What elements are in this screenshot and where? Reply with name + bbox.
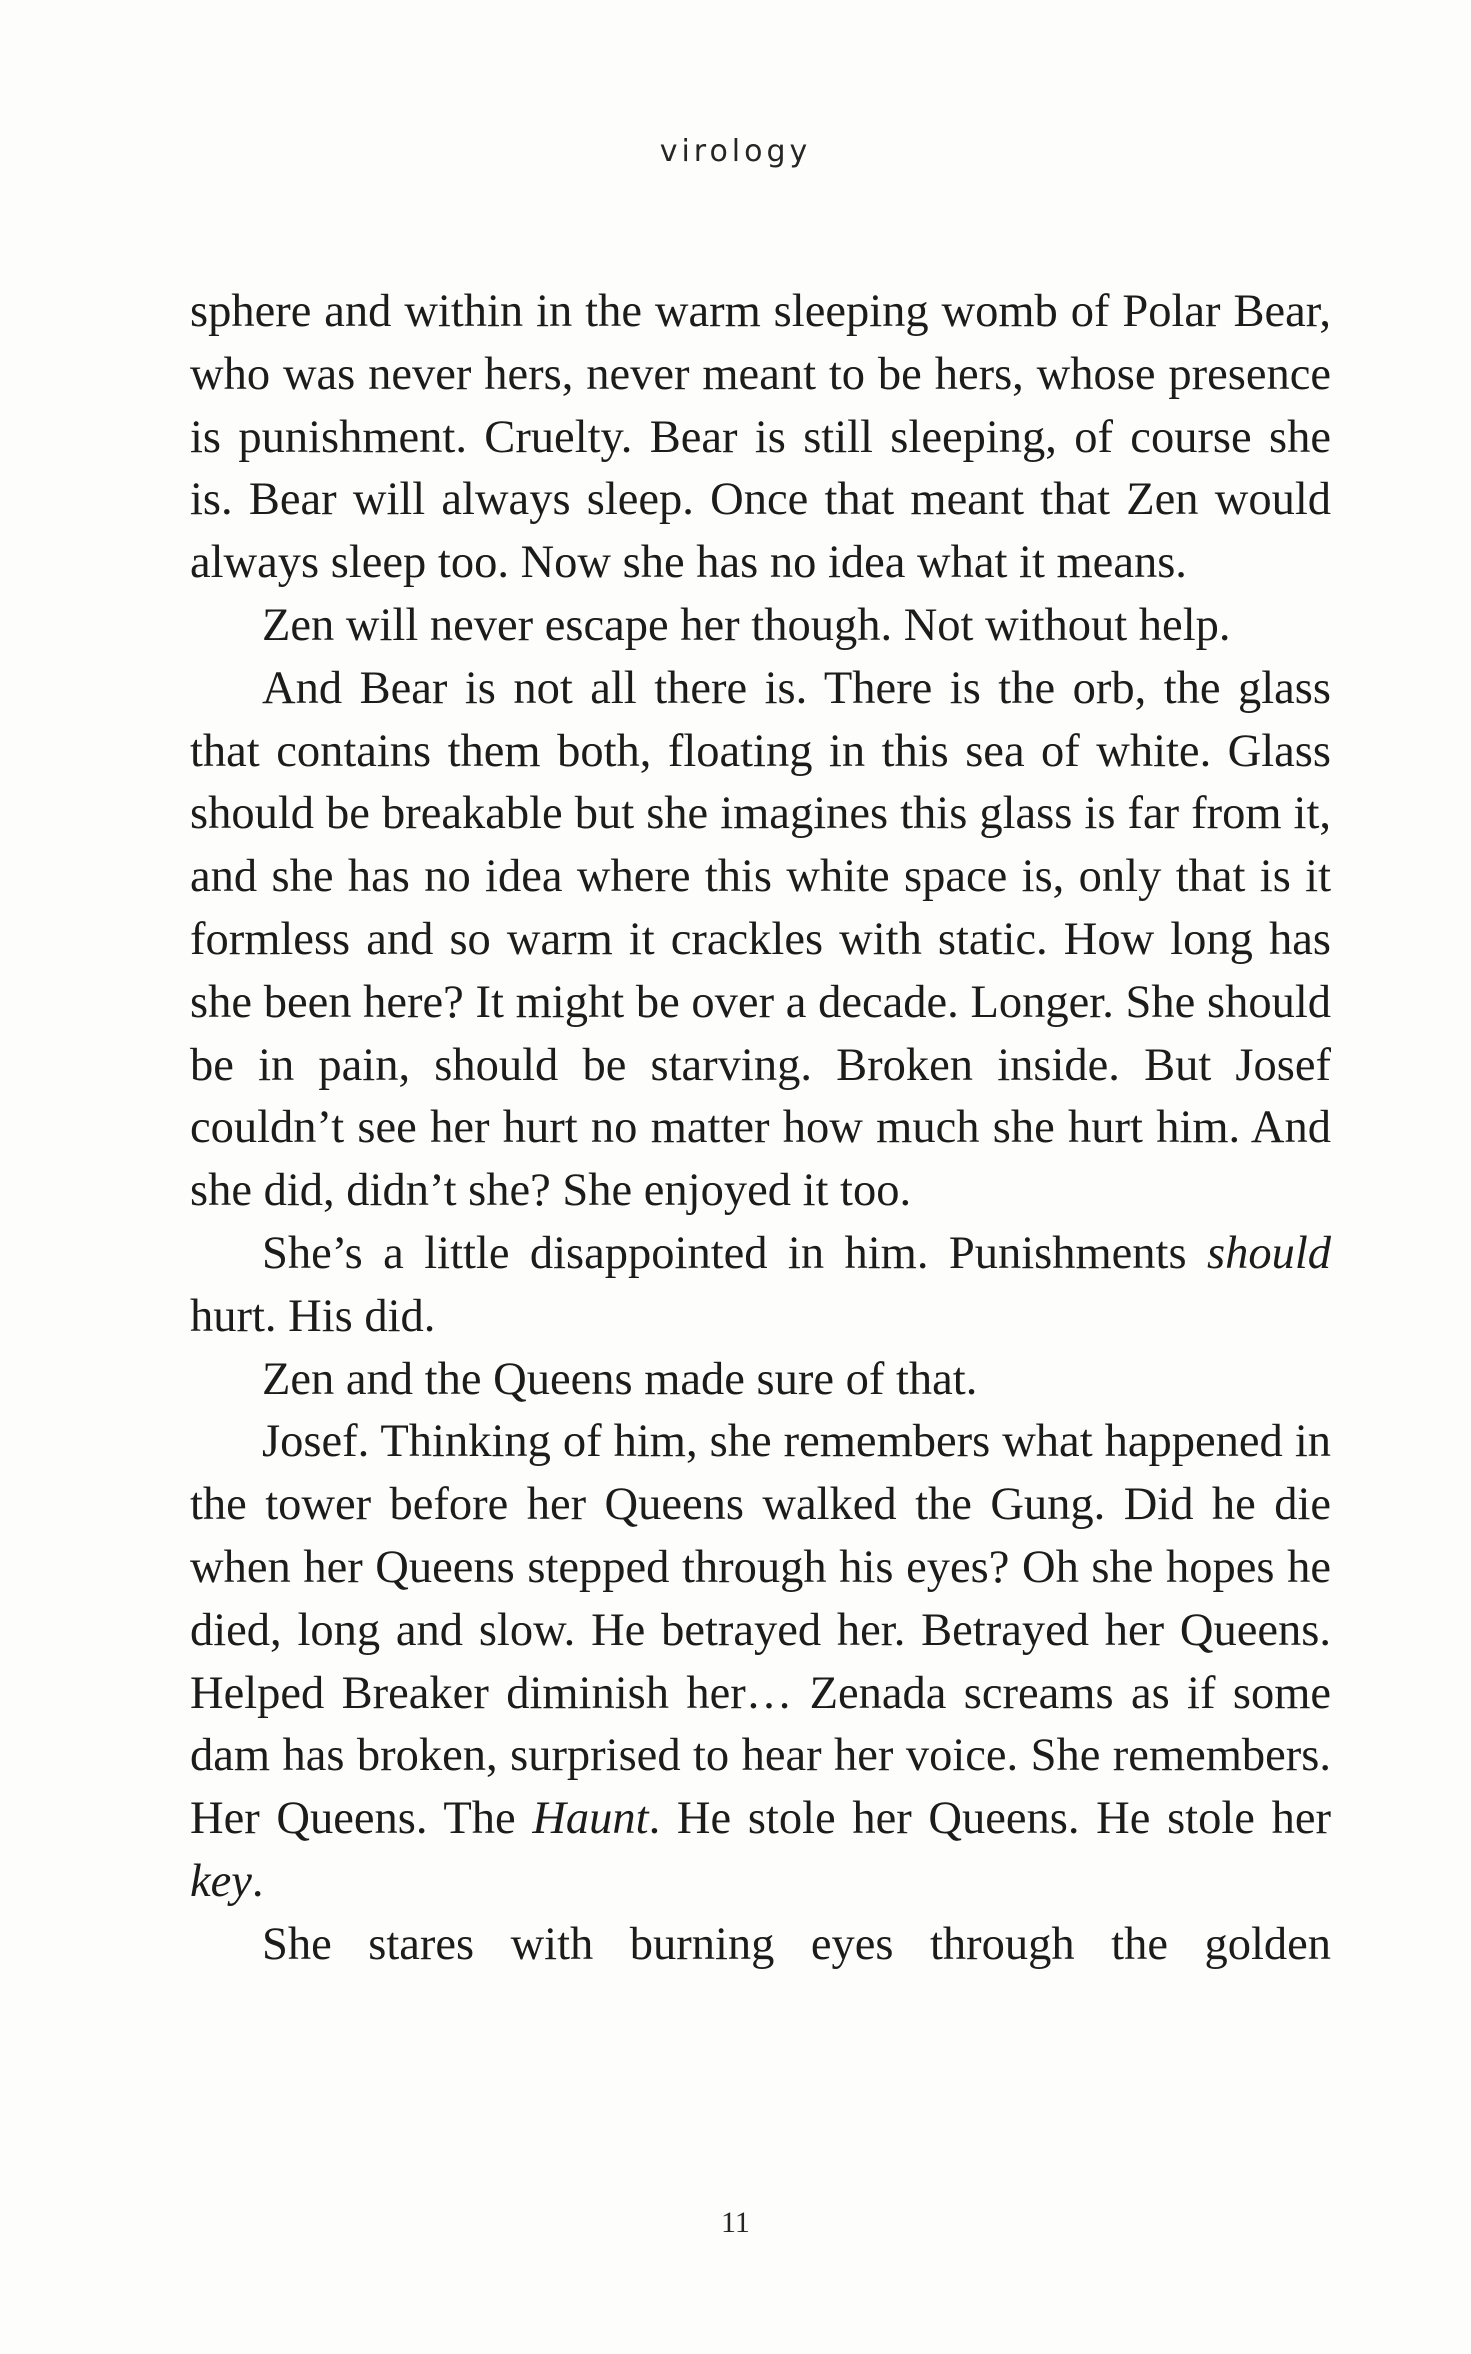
- paragraph-1-text: sphere and within in the warm sleeping womb of Polar Bear, who was never hers, never meant to be hers, whose presence is punishment. Cruelty. Bear is still sleeping, of course she is. Bear will always sleep. Once that meant that Zen would always sleep too. Now she has no idea what it means.: [190, 286, 1331, 589]
- running-header: virology: [659, 134, 812, 169]
- paragraph-7: [190, 1914, 1331, 1977]
- paragraph-4-end: hurt. His did.: [190, 1290, 436, 1342]
- paragraph-4-start: She’s a little disappointed in him. Punishments: [262, 1227, 1207, 1279]
- paragraph-6-emphasis-haunt: Haunt: [532, 1793, 649, 1845]
- body-text: [190, 281, 1331, 1977]
- paragraph-5-text: Zen and the Queens made sure of that.: [262, 1353, 978, 1405]
- paragraph-6-mid: . He stole her Queens. He stole her: [648, 1793, 1331, 1845]
- paragraph-4-emphasis: should: [1206, 1227, 1331, 1279]
- paragraph-2: [190, 595, 1331, 658]
- page-number: 11: [721, 2206, 750, 2239]
- paragraph-3-text: And Bear is not all there is. There is the orb, the glass that contains them both, floating in this sea of white. Glass should be breakable but she imagines this glass is far from it, and she has no idea where this white space is, only that is it formless and so warm it crackles with static. How long has she been here? It might be over a decade. Longer. She should be in pain, should be starving. Broken inside. But Josef couldn’t see her hurt no matter how much she hurt him. And she did, didn’t she? She enjoyed it too.: [190, 662, 1331, 1217]
- paragraph-3: [190, 658, 1331, 1223]
- paragraph-6-end: .: [251, 1855, 264, 1907]
- paragraph-6-start: Josef. Thinking of him, she remembers what happened in the tower before her Queens walked the Gung. Did he die when her Queens stepped through his eyes? Oh she hopes he died, long and slow. He betrayed her. Betrayed her Queens. Helped Breaker diminish her… Zenada screams as if some dam has broken, surprised to hear her voice. She remembers. Her Queens. The: [190, 1416, 1331, 1845]
- paragraph-4: [190, 1223, 1331, 1349]
- paragraph-6-emphasis-key: key: [190, 1855, 252, 1907]
- paragraph-5: [190, 1349, 1331, 1412]
- paragraph-1: [190, 281, 1331, 595]
- paragraph-2-text: Zen will never escape her though. Not without help.: [262, 599, 1231, 651]
- paragraph-6: [190, 1411, 1331, 1913]
- paragraph-7-text: She stares with burning eyes through the golden: [262, 1918, 1331, 1970]
